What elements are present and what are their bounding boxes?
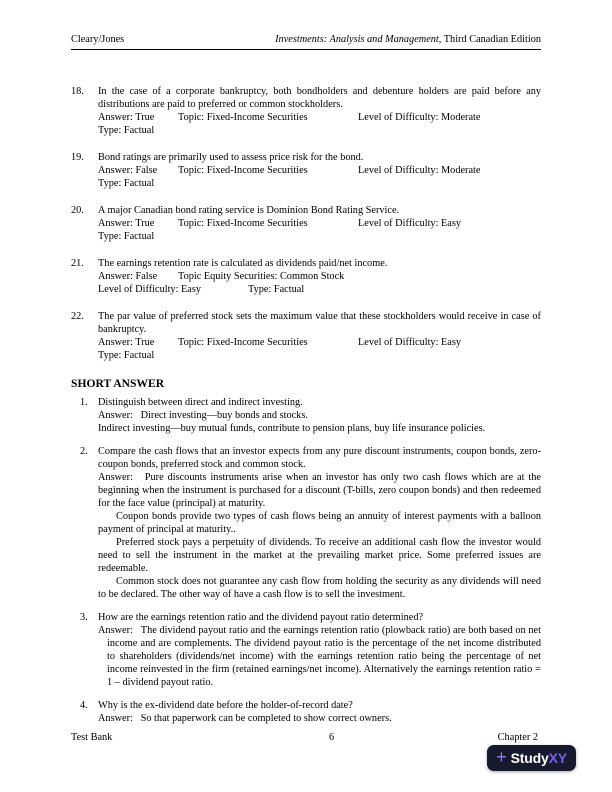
answer-value: Answer: True (98, 218, 155, 229)
question-meta (98, 217, 541, 230)
tf-question-22 (71, 310, 541, 362)
question-meta (98, 111, 541, 124)
question-text: The par value of preferred stock sets the maximum value that these stockholders would receive in case of bankruptcy. (98, 311, 541, 335)
studyxy-logo-study-text: Study (510, 749, 549, 766)
sa-question-2 (71, 445, 541, 601)
question-number: 22. (71, 311, 84, 322)
question-number: 4. (80, 700, 88, 711)
difficulty-value: Level of Difficulty: Easy (358, 218, 462, 229)
question-meta (98, 177, 541, 190)
plus-icon: + (496, 747, 507, 767)
question-text: Why is the ex-dividend date before the holder-of-record date? (98, 700, 353, 711)
answer-text: Indirect investing—buy mutual funds, contribute to pension plans, buy life insurance policies. (98, 423, 486, 434)
difficulty-value: Level of Difficulty: Easy (358, 337, 462, 348)
question-text: Compare the cash flows that an investor expects from any pure discount instruments, coupon bonds, zero-coupon bonds, preferred stock and common stock. (98, 446, 541, 470)
header-title-italic: Investments: Analysis and Management (275, 34, 439, 45)
header-author: Cleary/Jones (71, 34, 125, 45)
difficulty-value: Level of Difficulty: Moderate (358, 112, 481, 123)
answer-value: Answer: False (98, 165, 158, 176)
question-meta (98, 283, 541, 296)
tf-question-19 (71, 151, 541, 190)
footer-chapter: Chapter 2 (497, 732, 538, 743)
footer-document-title: Test Bank (71, 732, 113, 743)
page-footer (71, 731, 540, 744)
question-text: In the case of a corporate bankruptcy, both bondholders and debenture holders are paid before any distributions are paid to preferred or common stockholders. (98, 86, 541, 110)
topic-value: Topic Equity Securities: Common Stock (178, 271, 345, 282)
answer-text: Preferred stock pays a perpetuity of dividends. To receive an additional cash flow the investor would need to sell the instrument in the market at the prevailing market price. Some preferred issues are redeemable. (98, 537, 541, 574)
topic-value: Topic: Fixed-Income Securities (178, 112, 308, 123)
studyxy-logo (487, 745, 576, 771)
question-meta (98, 124, 541, 137)
question-number: 2. (80, 446, 88, 457)
answer-text: Coupon bonds provide two types of cash flows being an annuity of interest payments with a balloon payment of principal at maturity.. (98, 511, 541, 535)
answer-text: Common stock does not guarantee any cash flow from holding the security as any dividends will need to be declared. The other way of have a cash flow is to sell the investment. (98, 576, 541, 600)
page-header (71, 33, 541, 50)
type-value: Type: Factual (98, 178, 155, 189)
question-number: 18. (71, 86, 84, 97)
type-value: Type: Factual (98, 125, 155, 136)
sa-question-1 (71, 396, 541, 435)
short-answer-heading: SHORT ANSWER (71, 377, 165, 390)
question-meta (98, 164, 541, 177)
question-text: The earnings retention rate is calculated as dividends paid/net income. (98, 258, 388, 269)
question-number: 1. (80, 397, 88, 408)
type-value: Type: Factual (98, 231, 155, 242)
question-text: Distinguish between direct and indirect investing. (98, 397, 303, 408)
difficulty-value: Level of Difficulty: Moderate (358, 165, 481, 176)
tf-question-18 (71, 85, 541, 137)
topic-value: Topic: Fixed-Income Securities (178, 218, 308, 229)
type-value: Type: Factual (248, 284, 305, 295)
question-meta (98, 270, 541, 283)
tf-question-20 (71, 204, 541, 243)
difficulty-value: Level of Difficulty: Easy (98, 284, 202, 295)
tf-question-21 (71, 257, 541, 296)
question-meta (98, 349, 541, 362)
sa-question-3 (71, 611, 541, 689)
question-number: 19. (71, 152, 84, 163)
answer-text: Answer: The dividend payout ratio and the earnings retention ratio (plowback ratio) are both based on net income and are complements. The dividend payout ratio is the percentage of the net income distributed to shareholders (dividends/net income) with the earnings retention ratio being the percentage of net income reinvested in the firm (retained earnings/net income). Alternatively the earnings retention ratio = 1 – dividend payout ratio. (98, 625, 541, 688)
answer-text: Answer: Direct investing—buy bonds and stocks. (98, 410, 308, 421)
question-text: Bond ratings are primarily used to assess price risk for the bond. (98, 152, 364, 163)
answer-text: Answer: Pure discounts instruments arise when an investor has only two cash flows which are at the beginning when the instrument is purchased for a discount (T-bills, zero coupon bonds) and then redeemed for the face value (principal) at maturity. (98, 472, 541, 509)
footer-page-number: 6 (329, 732, 335, 743)
answer-value: Answer: True (98, 112, 155, 123)
question-number: 21. (71, 258, 84, 269)
topic-value: Topic: Fixed-Income Securities (178, 337, 308, 348)
type-value: Type: Factual (98, 350, 155, 361)
header-book-title (275, 33, 541, 46)
question-text: A major Canadian bond rating service is Dominion Bond Rating Service. (98, 205, 400, 216)
header-title-suffix: , Third Canadian Edition (438, 34, 541, 45)
answer-value: Answer: True (98, 337, 155, 348)
question-number: 20. (71, 205, 84, 216)
sa-question-4 (71, 699, 541, 725)
question-number: 3. (80, 612, 88, 623)
topic-value: Topic: Fixed-Income Securities (178, 165, 308, 176)
answer-text: Answer: So that paperwork can be completed to show correct owners. (98, 713, 392, 724)
question-text: How are the earnings retention ratio and the dividend payout ratio determined? (98, 612, 424, 623)
studyxy-logo-xy-text: XY (548, 749, 567, 766)
question-meta (98, 230, 541, 243)
answer-value: Answer: False (98, 271, 158, 282)
question-meta (98, 336, 541, 349)
